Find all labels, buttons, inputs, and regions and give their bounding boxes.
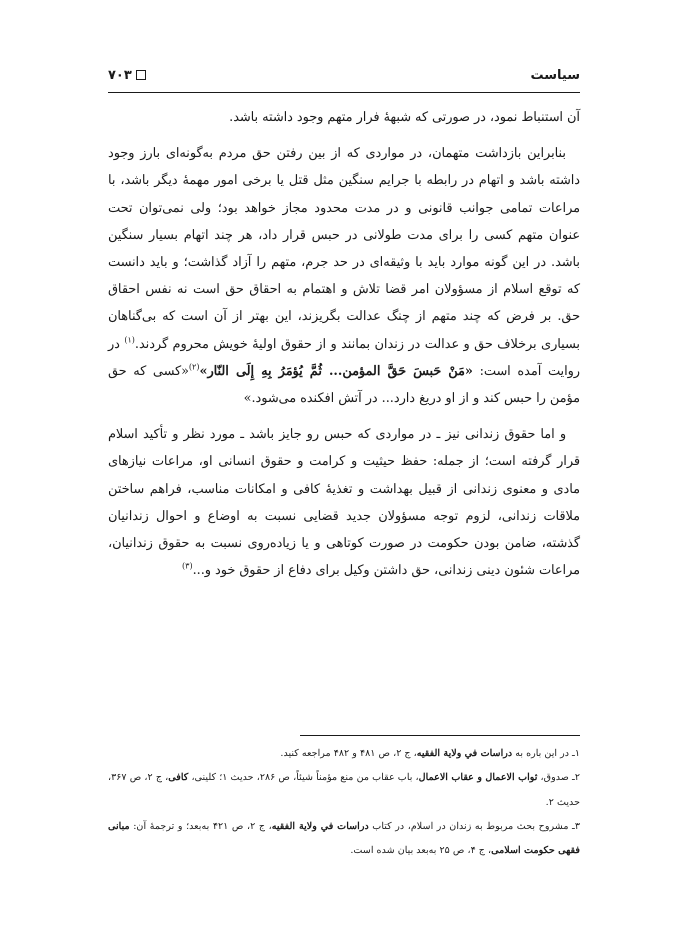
footnote-rule xyxy=(300,735,580,736)
footnote-3-text: ۳ـ مشروح بحث مربوط به زندان در اسلام، در کتاب xyxy=(368,820,580,832)
footnote-1-ref: ، ج ۲، ص ۴۸۱ و ۴۸۲ مراجعه کنید. xyxy=(280,748,417,759)
footnote-1-text: ۱ـ در این باره به xyxy=(512,748,580,759)
footnote-ref-2[interactable]: (۲) xyxy=(188,362,200,372)
footnote-3-book-title: دراسات في ولاية الفقيه xyxy=(271,820,369,832)
footnote-ref-1[interactable]: (۱) xyxy=(124,335,135,345)
footnote-2-text: ۲ـ صدوق، xyxy=(537,772,580,784)
footnote-3-ref: ، ج ۲، ص ۴۲۱ به‌بعد؛ و ترجمهٔ آن: xyxy=(129,820,272,832)
footnote-3-book-title-2: مبانی فقهی حکومت اسلامی xyxy=(108,820,580,857)
footnote-3 xyxy=(108,815,580,864)
footnote-ref-3[interactable]: (۳) xyxy=(182,561,193,571)
footnote-2-book-title: ثواب الاعمال و عقاب الاعمال xyxy=(418,772,538,784)
paragraph-3 xyxy=(108,421,580,584)
paragraph-1: آن استنباط نمود، در صورتی که شبههٔ فرار متهم وجود داشته باشد. xyxy=(229,110,580,125)
hadith-quote: «مَنْ حَبسَ حَقَّ المؤمن... ثُمَّ يُؤمَرُ بِهِ إِلَى النّار» xyxy=(199,363,473,379)
footnote-2-ref: ، باب عقاب من منع مؤمناً شیئاً، ص ۲۸۶، حدیث ۱؛ کلینی، xyxy=(188,772,419,784)
footnote-1 xyxy=(108,742,580,766)
footnote-2-ref-2: ، ج ۲، ص ۳۶۷، حدیث ۲. xyxy=(108,772,580,808)
section-title: سیاست xyxy=(530,67,580,83)
page-number xyxy=(108,68,146,83)
paragraph-3-text: و اما حقوق زندانی نیز ـ در مواردی که حبس رو جایز باشد ـ مورد نظر و تأکید اسلام قرار گرفته است؛ از جمله: حفظ حیثیت و کرامت و حقوق انسانی او، مراعات نیازهای مادی و معنوی زندانی از قبیل بهداشت و تغذیهٔ کافی و امکانات مناسب، فراهم ساختن ملاقات زندانی، لزوم توجه مسؤولان جدید قضایی نسبت به اوضاع و احوال زندانیان گذشته، ضامن بودن حکومت در صورت کوتاهی و یا زیاده‌روی نسبت به حقوق زندانیان، مراعات شئون دینی زندانی، حق داشتن وکیل برای دفاع از حقوق خود و... xyxy=(108,427,580,579)
paragraph-2-text: بنابراین بازداشت متهمان، در مواردی که از بین رفتن حق مردم به‌گونه‌ای بارز وجود داشته باشد و اتهام در رابطه با جرایم سنگین مثل قتل یا برخی امور مهمهٔ دیگر باشد، با مراعات تمامی جوانب قانونی و در مدت محدود مجاز خواهد بود؛ ولی نمی‌توان تحت عنوان متهم کسی را برای مدت طولانی در حبس قرار داد، هر چند اتهام بسیار سنگین باشد. در این گونه موارد باید با وثیقه‌ای در حد جرم، متهم را آزاد گذاشت؛ و باید دانست که توقع اسلام از مسؤولان امر قضا تلاش و اهتمام به احقاق حق است نه نفس احقاق حق. بر فرض که چند متهم از چنگ عدالت بگریزند، این بهتر از آن است که بی‌گناهان بسیاری برخلاف حق و عدالت در زندان بمانند و از حقوق اولیهٔ خویش محروم گردند. xyxy=(108,146,580,352)
hadith-translation: «کسی که حق مؤمن را حبس کند و از او دریغ دارد... در آتش افکنده می‌شود.» xyxy=(108,363,580,407)
running-header xyxy=(108,64,580,86)
footnote-3-ref-2: ، ج ۴، ص ۲۵ به‌بعد بیان شده است. xyxy=(350,845,492,857)
footnote-2-book-title-2: کافی xyxy=(168,772,189,784)
page-number-value: ۷۰۳ xyxy=(108,67,132,83)
footnotes xyxy=(108,742,580,863)
header-rule xyxy=(108,92,580,93)
footnote-2 xyxy=(108,766,580,815)
footnote-1-book-title: دراسات في ولاية الفقيه xyxy=(416,748,513,759)
square-bullet-icon xyxy=(136,70,146,80)
main-text xyxy=(108,104,580,584)
paragraph-2 xyxy=(108,140,580,412)
paragraph-2-lead: در روایت آمده است: xyxy=(108,336,580,379)
